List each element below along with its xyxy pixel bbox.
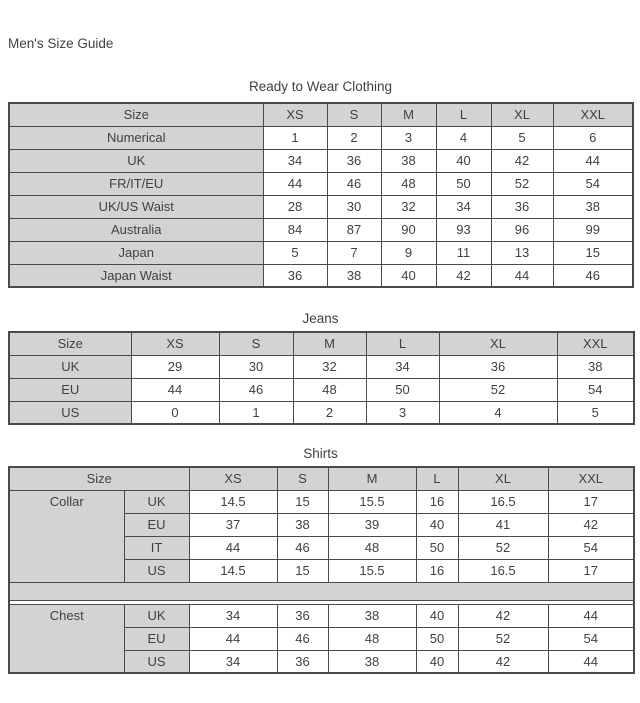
row-label: IT	[124, 536, 189, 559]
header-row	[9, 332, 634, 355]
row-label: Australia	[9, 218, 263, 241]
size-value-cell: 36	[263, 264, 327, 287]
size-value-cell: 34	[189, 604, 277, 627]
size-column-header: XL	[491, 103, 553, 126]
row-label: EU	[124, 627, 189, 650]
table-row	[9, 355, 634, 378]
size-value-cell: 14.5	[189, 559, 277, 582]
table-row	[9, 378, 634, 401]
size-value-cell: 5	[557, 401, 634, 424]
size-value-cell: 48	[328, 627, 416, 650]
size-value-cell: 38	[553, 195, 633, 218]
section-shirts	[0, 446, 640, 674]
size-value-cell: 34	[263, 149, 327, 172]
size-value-cell: 37	[189, 513, 277, 536]
size-value-cell: 44	[189, 627, 277, 650]
row-label: FR/IT/EU	[9, 172, 263, 195]
row-label: Japan Waist	[9, 264, 263, 287]
size-value-cell: 36	[439, 355, 557, 378]
size-value-cell: 46	[327, 172, 381, 195]
size-value-cell: 30	[219, 355, 293, 378]
separator-cell	[9, 582, 634, 600]
size-column-header: L	[366, 332, 439, 355]
size-value-cell: 44	[131, 378, 219, 401]
size-value-cell: 38	[328, 604, 416, 627]
size-value-cell: 40	[416, 650, 458, 673]
size-value-cell: 15	[553, 241, 633, 264]
size-value-cell: 11	[436, 241, 491, 264]
row-label: UK	[124, 604, 189, 627]
size-value-cell: 54	[553, 172, 633, 195]
size-value-cell: 42	[491, 149, 553, 172]
header-row	[9, 467, 634, 490]
size-value-cell: 48	[293, 378, 366, 401]
size-value-cell: 4	[439, 401, 557, 424]
size-value-cell: 17	[548, 559, 634, 582]
size-value-cell: 38	[277, 513, 328, 536]
size-value-cell: 54	[548, 627, 634, 650]
size-value-cell: 32	[381, 195, 436, 218]
size-value-cell: 96	[491, 218, 553, 241]
size-column-header: S	[277, 467, 328, 490]
size-value-cell: 41	[458, 513, 548, 536]
size-value-cell: 2	[293, 401, 366, 424]
size-value-cell: 42	[548, 513, 634, 536]
size-value-cell: 3	[381, 126, 436, 149]
size-column-header: XXL	[548, 467, 634, 490]
size-value-cell: 46	[553, 264, 633, 287]
size-value-cell: 13	[491, 241, 553, 264]
size-value-cell: 0	[131, 401, 219, 424]
size-value-cell: 50	[416, 536, 458, 559]
size-column-header: L	[416, 467, 458, 490]
size-value-cell: 44	[189, 536, 277, 559]
size-column-header: XS	[131, 332, 219, 355]
size-value-cell: 15.5	[328, 559, 416, 582]
size-value-cell: 46	[277, 536, 328, 559]
size-value-cell: 28	[263, 195, 327, 218]
section-jeans	[0, 311, 640, 425]
size-value-cell: 52	[458, 536, 548, 559]
size-column-header: Size	[9, 467, 189, 490]
separator-row	[9, 582, 634, 600]
size-value-cell: 42	[436, 264, 491, 287]
size-value-cell: 84	[263, 218, 327, 241]
size-value-cell: 87	[327, 218, 381, 241]
size-value-cell: 15	[277, 490, 328, 513]
size-value-cell: 15	[277, 559, 328, 582]
size-value-cell: 42	[458, 604, 548, 627]
table-row	[9, 172, 633, 195]
size-value-cell: 34	[436, 195, 491, 218]
size-value-cell: 1	[263, 126, 327, 149]
size-column-header: XXL	[553, 103, 633, 126]
size-column-header: M	[328, 467, 416, 490]
table-row	[9, 401, 634, 424]
size-value-cell: 40	[436, 149, 491, 172]
row-label: EU	[9, 378, 131, 401]
table-row	[9, 149, 633, 172]
size-value-cell: 16	[416, 490, 458, 513]
jeans-table	[8, 331, 635, 425]
table-row	[9, 218, 633, 241]
section-ready-to-wear	[0, 79, 640, 288]
size-value-cell: 36	[327, 149, 381, 172]
size-value-cell: 50	[416, 627, 458, 650]
size-column-header: L	[436, 103, 491, 126]
size-value-cell: 99	[553, 218, 633, 241]
size-column-header: M	[293, 332, 366, 355]
row-label: Japan	[9, 241, 263, 264]
row-label: US	[9, 401, 131, 424]
size-value-cell: 36	[491, 195, 553, 218]
size-value-cell: 46	[277, 627, 328, 650]
size-value-cell: 38	[328, 650, 416, 673]
row-label: UK	[9, 355, 131, 378]
size-value-cell: 30	[327, 195, 381, 218]
group-label: Chest	[9, 604, 124, 673]
size-value-cell: 16.5	[458, 559, 548, 582]
table-row	[9, 195, 633, 218]
size-value-cell: 36	[277, 650, 328, 673]
size-value-cell: 2	[327, 126, 381, 149]
size-column-header: Size	[9, 332, 131, 355]
size-value-cell: 40	[416, 604, 458, 627]
size-value-cell: 44	[491, 264, 553, 287]
size-value-cell: 34	[189, 650, 277, 673]
row-label: UK/US Waist	[9, 195, 263, 218]
size-value-cell: 36	[277, 604, 328, 627]
size-value-cell: 50	[436, 172, 491, 195]
size-column-header: XL	[458, 467, 548, 490]
size-value-cell: 39	[328, 513, 416, 536]
size-value-cell: 38	[381, 149, 436, 172]
size-value-cell: 38	[327, 264, 381, 287]
size-column-header: Size	[9, 103, 263, 126]
size-value-cell: 6	[553, 126, 633, 149]
table-row	[9, 126, 633, 149]
size-value-cell: 52	[491, 172, 553, 195]
size-value-cell: 93	[436, 218, 491, 241]
size-value-cell: 9	[381, 241, 436, 264]
size-value-cell: 44	[548, 604, 634, 627]
row-label: UK	[9, 149, 263, 172]
row-label: Numerical	[9, 126, 263, 149]
size-column-header: XS	[263, 103, 327, 126]
size-value-cell: 5	[263, 241, 327, 264]
size-value-cell: 54	[557, 378, 634, 401]
table-caption-shirts: Shirts	[303, 446, 338, 461]
size-column-header: XS	[189, 467, 277, 490]
size-value-cell: 1	[219, 401, 293, 424]
size-value-cell: 16.5	[458, 490, 548, 513]
size-value-cell: 16	[416, 559, 458, 582]
header-row	[9, 103, 633, 126]
page-title: Men's Size Guide	[8, 36, 114, 51]
size-value-cell: 14.5	[189, 490, 277, 513]
size-value-cell: 44	[548, 650, 634, 673]
size-value-cell: 34	[366, 355, 439, 378]
table-row	[9, 604, 634, 627]
table-row	[9, 264, 633, 287]
size-value-cell: 38	[557, 355, 634, 378]
row-label: EU	[124, 513, 189, 536]
size-value-cell: 46	[219, 378, 293, 401]
size-column-header: M	[381, 103, 436, 126]
size-value-cell: 42	[458, 650, 548, 673]
size-column-header: XXL	[557, 332, 634, 355]
size-value-cell: 4	[436, 126, 491, 149]
size-value-cell: 90	[381, 218, 436, 241]
table-row	[9, 241, 633, 264]
table-row	[9, 490, 634, 513]
table-caption-ready-to-wear: Ready to Wear Clothing	[248, 79, 393, 94]
size-value-cell: 5	[491, 126, 553, 149]
size-value-cell: 7	[327, 241, 381, 264]
size-column-header: XL	[439, 332, 557, 355]
size-column-header: S	[219, 332, 293, 355]
table-caption-jeans: Jeans	[302, 311, 339, 326]
size-column-header: S	[327, 103, 381, 126]
size-value-cell: 17	[548, 490, 634, 513]
size-value-cell: 40	[416, 513, 458, 536]
size-value-cell: 48	[381, 172, 436, 195]
size-value-cell: 32	[293, 355, 366, 378]
group-label: Collar	[9, 490, 124, 582]
size-value-cell: 40	[381, 264, 436, 287]
size-value-cell: 29	[131, 355, 219, 378]
size-value-cell: 44	[263, 172, 327, 195]
size-value-cell: 50	[366, 378, 439, 401]
row-label: US	[124, 650, 189, 673]
row-label: US	[124, 559, 189, 582]
size-value-cell: 15.5	[328, 490, 416, 513]
ready-to-wear-table	[8, 102, 634, 288]
shirts-table	[8, 466, 635, 674]
size-value-cell: 52	[439, 378, 557, 401]
size-value-cell: 44	[553, 149, 633, 172]
size-value-cell: 3	[366, 401, 439, 424]
row-label: UK	[124, 490, 189, 513]
size-value-cell: 52	[458, 627, 548, 650]
size-value-cell: 48	[328, 536, 416, 559]
size-value-cell: 54	[548, 536, 634, 559]
